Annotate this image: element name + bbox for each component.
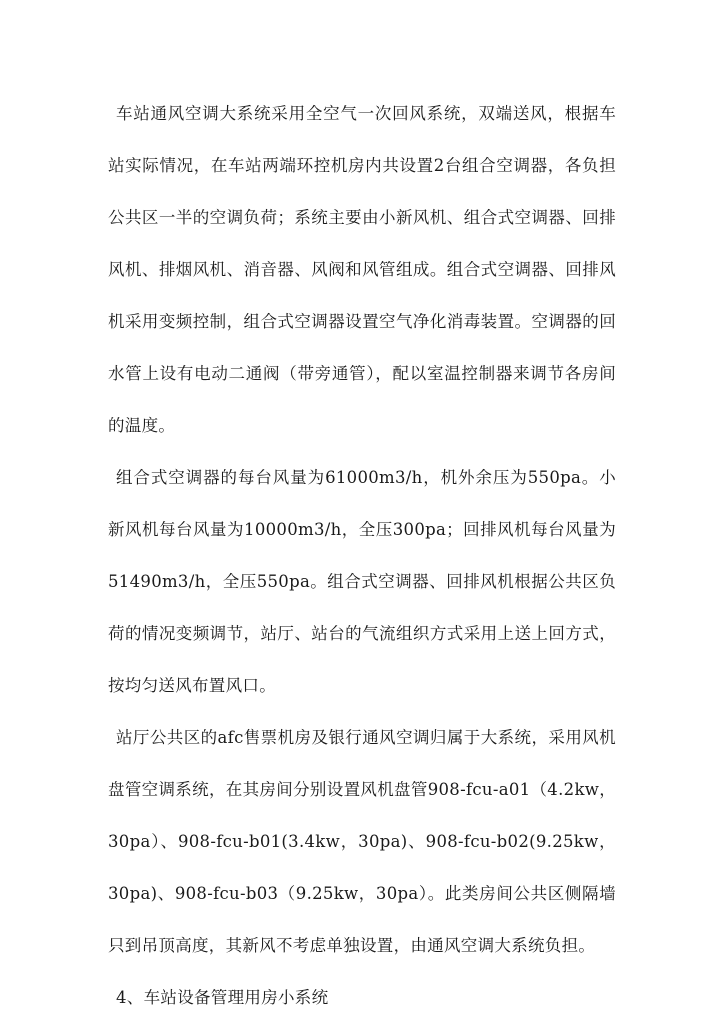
document-page	[108, 88, 616, 1024]
paragraph-fan-coil-system: 站厅公共区的afc售票机房及银行通风空调归属于大系统，采用风机盘管空调系统，在其房间分别设置风机盘管908-fcu-a01（4.2kw，30pa）、908-fcu-b01(3.4kw，30pa)、908-fcu-b02(9.25kw，30pa)、908-fcu-b03（9.25kw，30pa）。此类房间公共区侧隔墙只到吊顶高度，其新风不考虑单独设置，由通风空调大系统负担。	[108, 728, 616, 955]
paragraph-equipment-specs: 组合式空调器的每台风量为61000m3/h，机外余压为550pa。小新风机每台风量为10000m3/h，全压300pa；回排风机每台风量为51490m3/h，全压550pa。组合式空调器、回排风机根据公共区负荷的情况变频调节，站厅、站台的气流组织方式采用上送上回方式，按均匀送风布置风口。	[108, 468, 616, 695]
section-heading: 4、车站设备管理用房小系统	[116, 988, 329, 1007]
paragraph-system-overview: 车站通风空调大系统采用全空气一次回风系统，双端送风，根据车站实际情况，在车站两端环控机房内共设置2台组合空调器，各负担公共区一半的空调负荷；系统主要由小新风机、组合式空调器、回排风机、排烟风机、消音器、风阀和风管组成。组合式空调器、回排风机采用变频控制，组合式空调器设置空气净化消毒装置。空调器的回水管上设有电动二通阀（带旁通管），配以室温控制器来调节各房间的温度。	[108, 104, 616, 435]
